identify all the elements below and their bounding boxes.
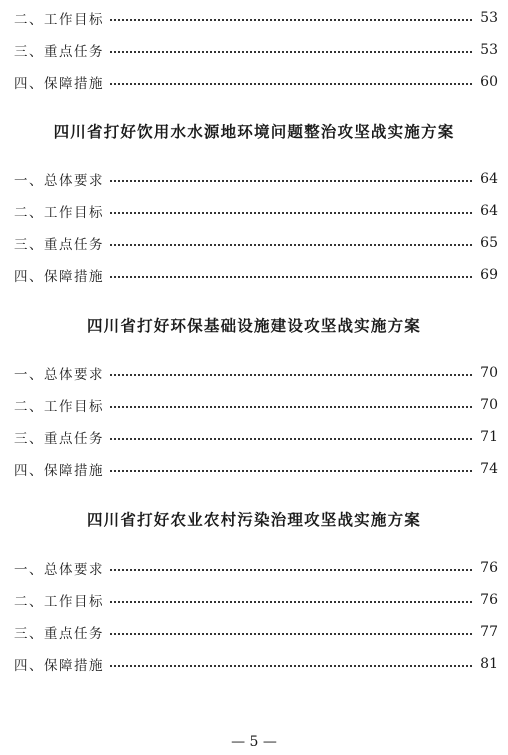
toc-entry-page: 69 xyxy=(480,267,498,283)
toc-entry[interactable] xyxy=(14,7,498,29)
toc-entry-page: 81 xyxy=(480,656,498,672)
toc-entry[interactable] xyxy=(14,71,498,93)
toc-entry-label: 四、保障措施 xyxy=(14,658,104,674)
toc-entry-page: 65 xyxy=(480,235,498,251)
toc-entry[interactable] xyxy=(14,621,498,643)
dot-leader xyxy=(110,665,472,667)
toc-entry-label: 一、总体要求 xyxy=(14,367,104,383)
toc-entry-page: 71 xyxy=(480,429,498,445)
toc-entry-page: 77 xyxy=(480,624,498,640)
toc-entry[interactable] xyxy=(14,394,498,416)
toc-entry-label: 三、重点任务 xyxy=(14,44,104,60)
toc-entry[interactable] xyxy=(14,557,498,579)
toc-entry[interactable] xyxy=(14,653,498,675)
toc-entry-label: 三、重点任务 xyxy=(14,626,104,642)
toc-entry-page: 70 xyxy=(480,365,498,381)
toc-entry-page: 53 xyxy=(480,42,498,58)
toc-entry-page: 60 xyxy=(480,74,498,90)
dot-leader xyxy=(110,601,472,603)
toc-entry[interactable] xyxy=(14,264,498,286)
dot-leader xyxy=(110,438,472,440)
toc-entry[interactable] xyxy=(14,458,498,480)
toc-entry[interactable] xyxy=(14,426,498,448)
toc-entry-label: 二、工作目标 xyxy=(14,12,104,28)
dot-leader xyxy=(110,276,472,278)
toc-entry-label: 四、保障措施 xyxy=(14,269,104,285)
toc-entry-label: 一、总体要求 xyxy=(14,562,104,578)
toc-entry[interactable] xyxy=(14,362,498,384)
toc-entry[interactable] xyxy=(14,168,498,190)
dot-leader xyxy=(110,569,472,571)
toc-entry-page: 53 xyxy=(480,10,498,26)
toc-entry-page: 64 xyxy=(480,171,498,187)
dot-leader xyxy=(110,212,472,214)
toc-entry[interactable] xyxy=(14,39,498,61)
toc-entry[interactable] xyxy=(14,232,498,254)
toc-entry-label: 二、工作目标 xyxy=(14,205,104,221)
toc-entry-label: 二、工作目标 xyxy=(14,399,104,415)
toc-entry-page: 74 xyxy=(480,461,498,477)
toc-entry-label: 三、重点任务 xyxy=(14,431,104,447)
dot-leader xyxy=(110,83,472,85)
toc-entry[interactable] xyxy=(14,200,498,222)
dot-leader xyxy=(110,633,472,635)
toc-entry-label: 三、重点任务 xyxy=(14,237,104,253)
toc-entry-page: 76 xyxy=(480,560,498,576)
page-number: — 5 — xyxy=(231,734,277,750)
dot-leader xyxy=(110,244,472,246)
dot-leader xyxy=(110,406,472,408)
section-title: 四川省打好环保基础设施建设攻坚战实施方案 xyxy=(86,317,421,335)
dot-leader xyxy=(110,19,472,21)
dot-leader xyxy=(110,51,472,53)
toc-entry-label: 一、总体要求 xyxy=(14,173,104,189)
toc-entry-label: 四、保障措施 xyxy=(14,76,104,92)
section-title: 四川省打好农业农村污染治理攻坚战实施方案 xyxy=(86,511,421,529)
dot-leader xyxy=(110,374,472,376)
dot-leader xyxy=(110,470,472,472)
toc-entry-page: 64 xyxy=(480,203,498,219)
dot-leader xyxy=(110,180,472,182)
toc-entry-label: 四、保障措施 xyxy=(14,463,104,479)
section-title: 四川省打好饮用水水源地环境问题整治攻坚战实施方案 xyxy=(53,123,455,141)
toc-entry-label: 二、工作目标 xyxy=(14,594,104,610)
toc-entry-page: 70 xyxy=(480,397,498,413)
toc-entry-page: 76 xyxy=(480,592,498,608)
toc-entry[interactable] xyxy=(14,589,498,611)
